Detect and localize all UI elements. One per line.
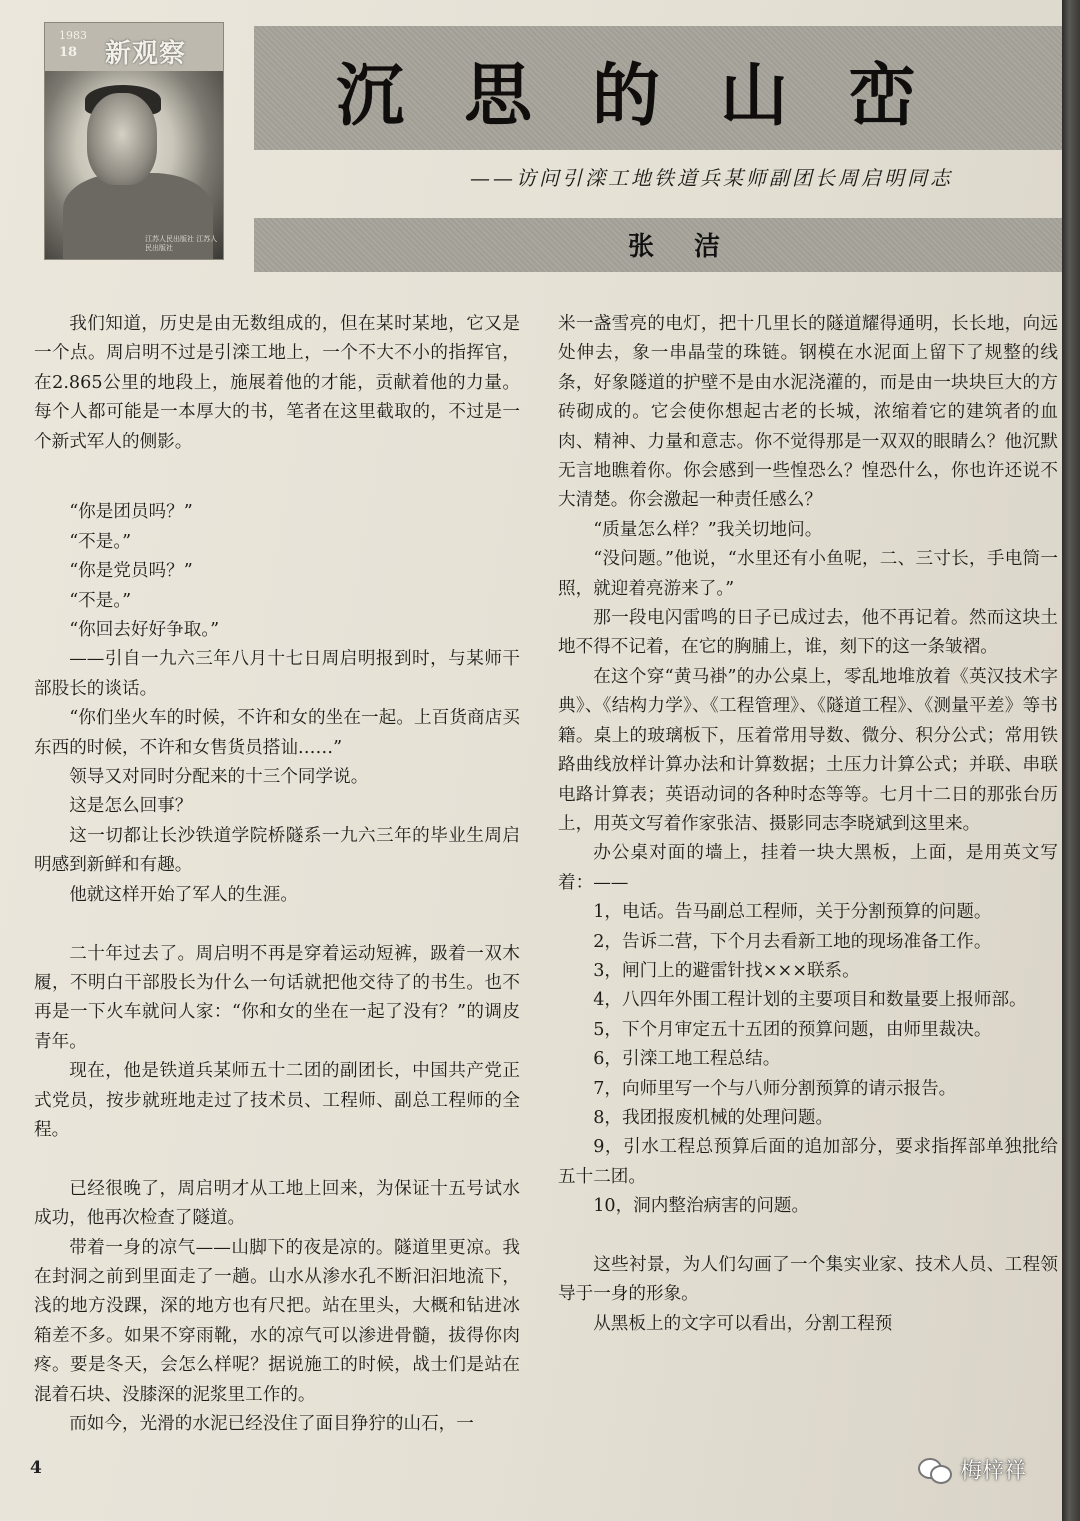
- article-title: 沉思的山峦: [336, 56, 977, 136]
- list-item: 6，引滦工地工程总结。: [593, 1049, 781, 1070]
- paragraph: 米一盏雪亮的电灯，把十几里长的隧道耀得通明，长长地，向远处伸去，象一串晶莹的珠链。钢模在水泥面上留下了规整的线条，好象隧道的护壁不是由水泥浇灌的，而是由一块块巨大的方砖砌成的。它会使你想起古老的长城，浓缩着它的建筑者的血肉、精神、力量和意志。你不觉得那是一双双的眼睛么？他沉默无言地瞧着你。你会感到一些惶恐么？惶恐什么，你也许还说不大清楚。你会激起一种责任感么？: [558, 314, 1058, 511]
- page-number: 4: [30, 1458, 42, 1478]
- article-author: 张洁: [628, 232, 761, 262]
- cover-credit: 江苏人民出版社 江苏人民出版社: [145, 235, 218, 252]
- article-subtitle: ——访问引滦工地铁道兵某师副团长周启明同志: [470, 166, 953, 190]
- paragraph: 这些衬景，为人们勾画了一个集实业家、技术人员、工程领导于一身的形象。: [558, 1254, 1058, 1305]
- paragraph: “没问题。”他说，“水里还有小鱼呢，二、三寸长，手电筒一照，就迎着亮游来了。”: [558, 549, 1058, 599]
- paragraph: 我们知道，历史是由无数组成的，但在某时某地，它又是一个点。周启明不过是引滦工地上，一个不大不小的指挥官，在2.865公里的地段上，施展着他的才能，贡献着他的力量。每个人都可能是一本厚大的书，笔者在这里截取的，不过是一个新式军人的侧影。: [34, 314, 520, 452]
- list-item: 1，电话。告马副总工程师，关于分割预算的问题。: [593, 902, 992, 923]
- paragraph: “你回去好好争取。”: [69, 620, 220, 641]
- list-item: 10，洞内整治病害的问题。: [593, 1196, 810, 1217]
- paragraph: 二十年过去了。周启明不再是穿着运动短裤，趿着一双木履，不明白干部股长为什么一句话就把他交待了的书生。也不再是一下火车就问人家：“你和女的坐在一起了没有？”的调皮青年。: [34, 943, 520, 1052]
- paragraph: 办公桌对面的墙上，挂着一块大黑板，上面，是用英文写着：——: [558, 843, 1058, 893]
- paragraph: 在这个穿“黄马褂”的办公桌上，零乱地堆放着《英汉技术字典》、《结构力学》、《工程管理》、《隧道工程》、《测量平差》等书籍。桌上的玻璃板下，压着常用导数、微分、积分公式；常用铁路曲线放样计算办法和计算数据；土压力计算公式；并联、串联电路计算表；英语动词的各种时态等等。七月十二日的那张台历上，用英文写着作家张洁、摄影同志李晓斌到这里来。: [558, 666, 1058, 834]
- paragraph: 这一切都让长沙铁道学院桥隧系一九六三年的毕业生周启明感到新鲜和有趣。: [34, 825, 520, 876]
- paragraph: “你是党员吗？”: [69, 561, 193, 582]
- paragraph: 现在，他是铁道兵某师五十二团的副团长，中国共产党正式党员，按步就班地走过了技术员、工程师、副总工程师的全程。: [34, 1061, 520, 1140]
- paragraph: 那一段电闪雷鸣的日子已成过去，他不再记着。然而这块土地不得不记着，在它的胸脯上，谁，刻下的这一条皱褶。: [558, 608, 1058, 658]
- list-item: 2，告诉二营，下个月去看新工地的现场准备工作。: [593, 931, 992, 952]
- paragraph: “你们坐火车的时候，不许和女的坐在一起。上百货商店买东西的时候，不许和女售货员搭讪……”: [34, 708, 520, 758]
- paragraph: 而如今，光滑的水泥已经没住了面目狰狞的山石，一: [69, 1413, 474, 1434]
- watermark-text: 梅梓祥: [960, 1458, 1027, 1484]
- paragraph: 领导又对同时分配来的十三个同学说。: [69, 767, 369, 788]
- paragraph: 从黑板上的文字可以看出，分割工程预: [593, 1313, 893, 1334]
- list-item: 9，引水工程总预算后面的追加部分，要求指挥部单独批给五十二团。: [558, 1137, 1058, 1187]
- right-column: [558, 310, 1058, 1339]
- paragraph: ——引自一九六三年八月十七日周启明报到时，与某师干部股长的谈话。: [34, 649, 520, 699]
- cover-magazine-name: 新观察: [105, 39, 187, 69]
- cover-image: [44, 22, 224, 260]
- paragraph: “不是。”: [69, 531, 132, 552]
- list-item: 3，闸门上的避雷针找×××联系。: [593, 960, 860, 981]
- list-item: 8，我团报废机械的处理问题。: [593, 1107, 834, 1128]
- paragraph: 他就这样开始了军人的生涯。: [69, 884, 298, 905]
- paragraph: 已经很晚了，周启明才从工地上回来，为保证十五号试水成功，他再次检查了隧道。: [34, 1178, 520, 1229]
- paragraph: “质量怎么样？”我关切地问。: [593, 519, 823, 540]
- list-item: 7，向师里写一个与八师分割预算的请示报告。: [593, 1078, 957, 1099]
- cover-issue: 18: [59, 45, 78, 60]
- watermark: [918, 1450, 1026, 1488]
- cover-figure-face: [87, 93, 157, 185]
- paragraph: “不是。”: [69, 590, 132, 611]
- book-spine: [1062, 0, 1080, 1521]
- cover-year: 1983: [59, 29, 87, 42]
- paragraph: “你是团员吗？”: [69, 502, 193, 523]
- list-item: 5，下个月审定五十五团的预算问题，由师里裁决。: [593, 1019, 992, 1040]
- paragraph: 这是怎么回事？: [69, 796, 193, 817]
- list-item: 4，八四年外围工程计划的主要项目和数量要上报师部。: [593, 990, 1027, 1011]
- chat-bubble-icon: [918, 1454, 952, 1484]
- left-column: [34, 310, 520, 1439]
- paragraph: 带着一身的凉气——山脚下的夜是凉的。隧道里更凉。我在封洞之前到里面走了一趟。山水从渗水孔不断汩汩地流下，浅的地方没踝，深的地方也有尺把。站在里头，大概和钻进冰箱差不多。如果不穿雨靴，水的凉气可以渗进骨髓，拔得你肉疼。要是冬天，会怎么样呢？据说施工的时候，战士们是站在混着石块、没膝深的泥浆里工作的。: [34, 1237, 520, 1405]
